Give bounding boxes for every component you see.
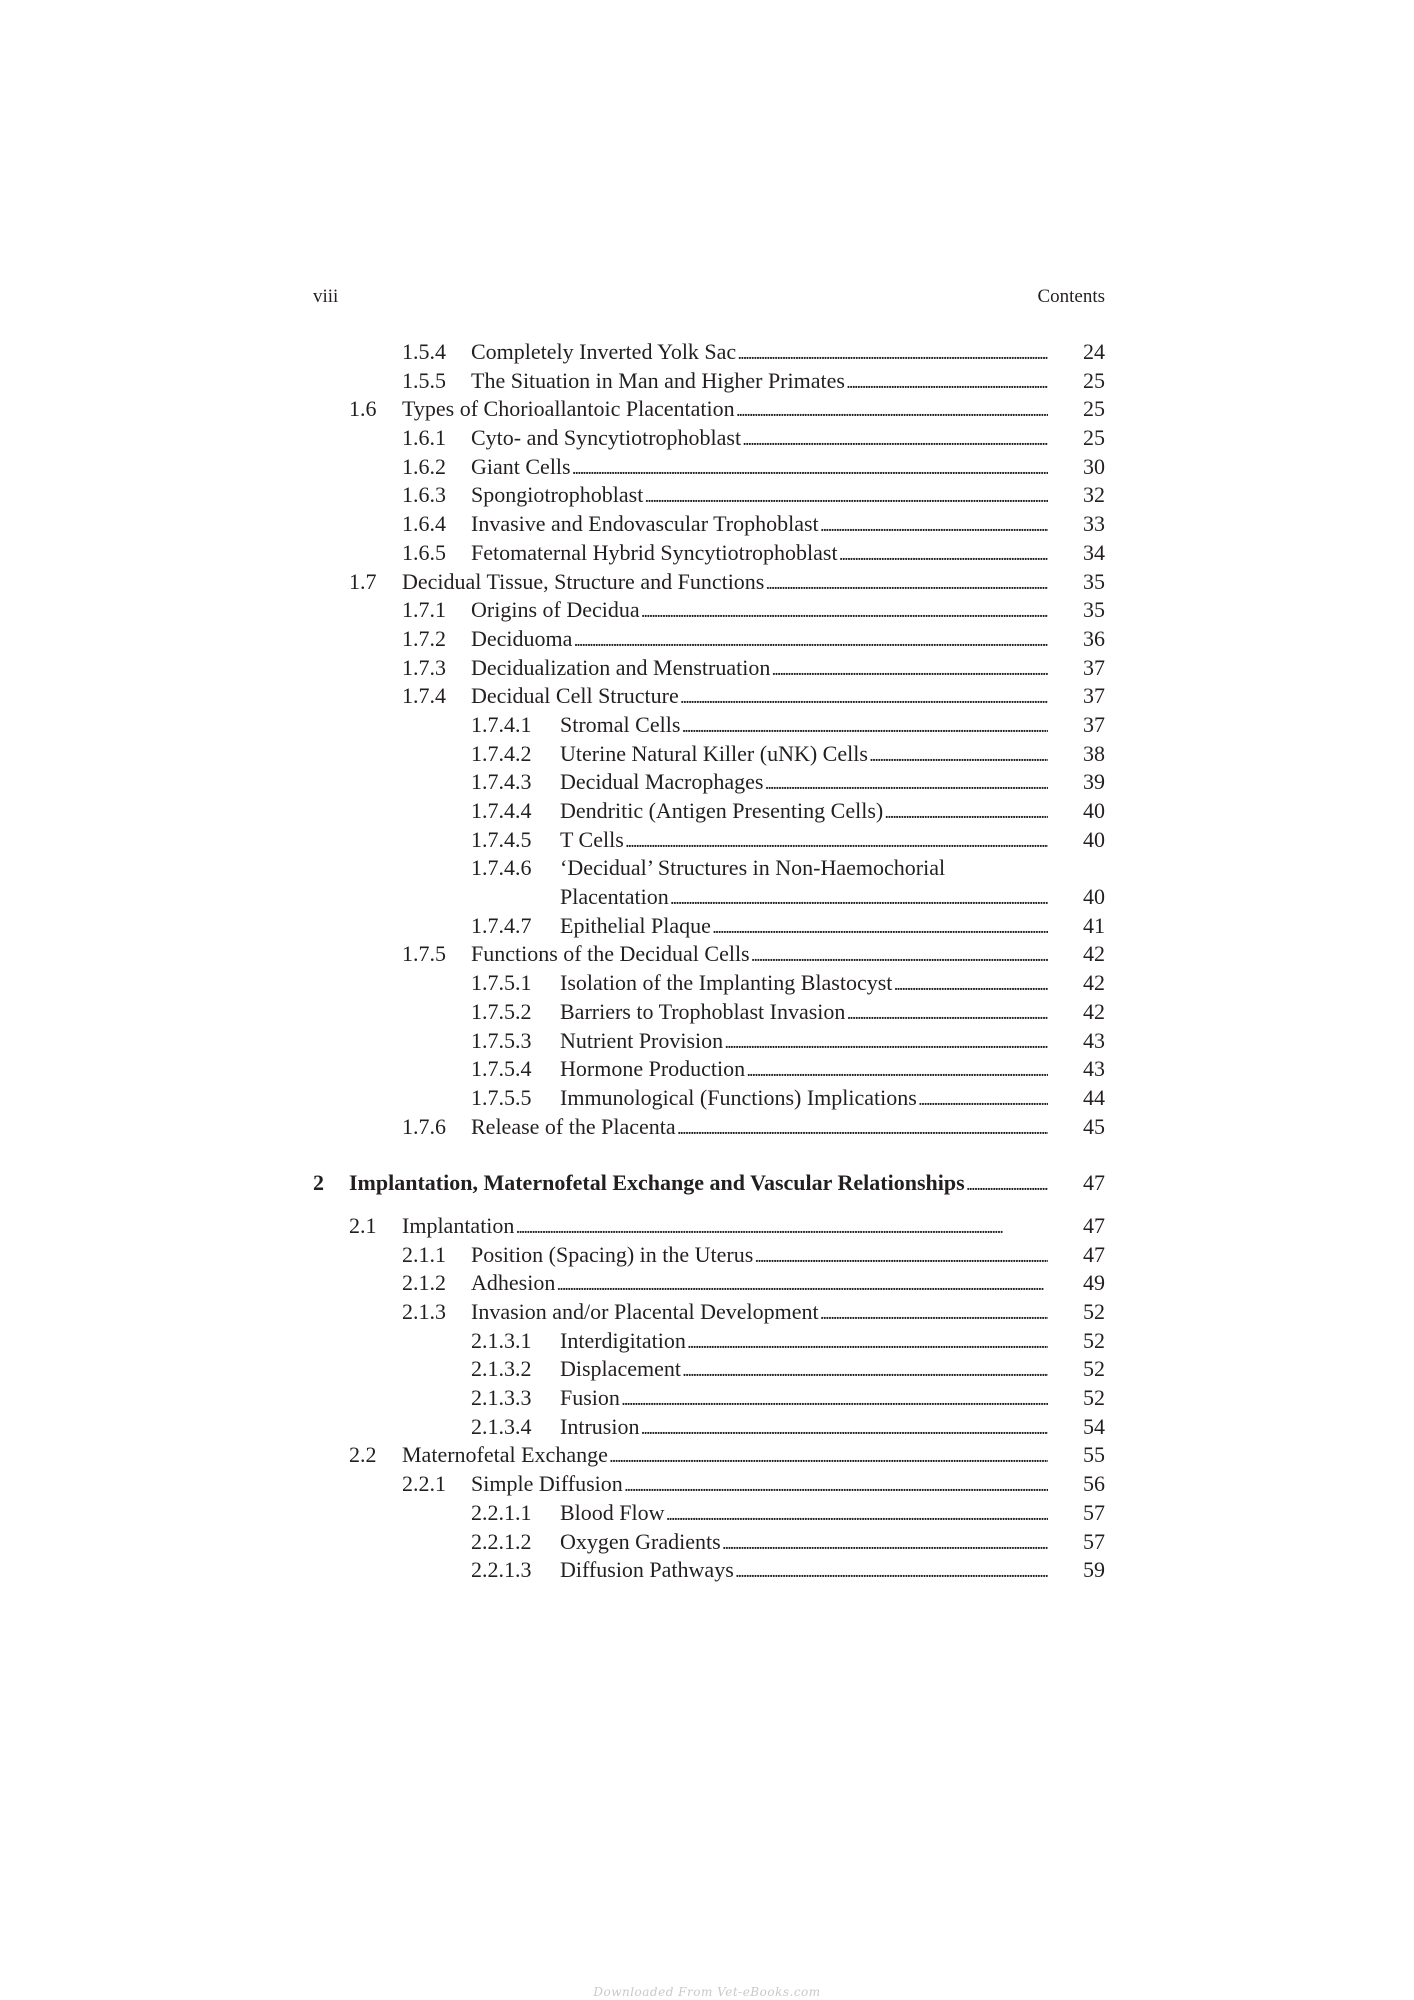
toc-entry[interactable] (313, 539, 1105, 568)
toc-entry-title: Spongiotrophoblast . . . (471, 481, 1048, 511)
toc-entry-page: 37 (1083, 654, 1105, 680)
toc-entry[interactable] (313, 1298, 1105, 1327)
toc-entry-page: 40 (1083, 826, 1105, 852)
toc-entry-number: 2.1.3.3 (471, 1385, 532, 1411)
toc-entry-number: 2.2.1.2 (471, 1528, 532, 1554)
toc-entry-page: 37 (1083, 683, 1105, 709)
toc-entry-number: 2.1.3 (402, 1299, 446, 1324)
toc-entry-page: 59 (1083, 1557, 1105, 1583)
toc-entry-number: 1.7.5.4 (471, 1056, 532, 1082)
toc-entry-page: 52 (1083, 1385, 1105, 1411)
toc-entry[interactable] (313, 883, 1105, 912)
toc-entry-title: Position (Spacing) in the Uterus . . . (471, 1241, 1048, 1271)
toc-entry-number: 1.7.5.3 (471, 1027, 532, 1053)
toc-entry[interactable] (313, 625, 1105, 654)
toc-entry[interactable] (313, 481, 1105, 510)
toc-entry-number: 1.7.4.3 (471, 769, 532, 795)
toc-entry[interactable] (313, 453, 1105, 482)
toc-entry-page: 47 (1083, 1212, 1105, 1238)
toc-entry-page: 30 (1083, 453, 1105, 479)
toc-entry[interactable] (313, 510, 1105, 539)
toc-entry[interactable] (313, 768, 1105, 797)
toc-entry[interactable] (313, 797, 1105, 826)
toc-entry[interactable] (313, 826, 1105, 855)
toc-entry-title: Fetomaternal Hybrid Syncytiotrophoblast . . . (471, 539, 1048, 569)
toc-entry-number: 1.5.4 (402, 339, 446, 364)
toc-entry-title: Uterine Natural Killer (uNK) Cells . . . (560, 740, 1048, 770)
toc-entry[interactable] (313, 1355, 1105, 1384)
toc-entry-page: 32 (1083, 482, 1105, 508)
toc-entry-page: 47 (1083, 1241, 1105, 1267)
toc-entry-number: 1.7.5.2 (471, 998, 532, 1024)
toc-entry[interactable] (313, 854, 1105, 883)
toc-entry-title: Nutrient Provision . . . (560, 1027, 1048, 1057)
toc-entry-page: 40 (1083, 884, 1105, 910)
toc-entry-number: 1.7.4.2 (471, 740, 532, 766)
toc-entry-page: 57 (1083, 1499, 1105, 1525)
toc-entry-page: 37 (1083, 711, 1105, 737)
toc-entry-title: Implantation, Maternofetal Exchange and Vascular Relationships . . . (349, 1169, 1048, 1199)
toc-entry-title: T Cells . . . (560, 826, 1048, 856)
toc-entry-page: 47 (1083, 1170, 1105, 1196)
toc-entry-number: 1.7.5.1 (471, 970, 532, 996)
toc-entry-page: 44 (1083, 1084, 1105, 1110)
toc-entry-number: 1.6.1 (402, 425, 446, 451)
toc-entry[interactable] (313, 998, 1105, 1027)
toc-entry-number: 1.7.5.5 (471, 1084, 532, 1110)
toc-entry[interactable] (313, 596, 1105, 625)
toc-entry-page: 56 (1083, 1471, 1105, 1497)
toc-entry[interactable] (313, 1441, 1105, 1470)
toc-entry-title: Decidual Tissue, Structure and Functions . . . (402, 568, 1048, 598)
toc-entry-page: 34 (1083, 539, 1105, 565)
toc-entry-page: 55 (1083, 1442, 1105, 1468)
running-title: Contents (1037, 286, 1105, 307)
toc-entry-title: Simple Diffusion . . . (471, 1470, 1048, 1500)
toc-entry[interactable] (313, 395, 1105, 424)
toc-entry-title: The Situation in Man and Higher Primates . . . (471, 367, 1048, 397)
toc-entry-number: 2.2.1.3 (471, 1557, 532, 1583)
toc-entry-number: 1.7.4.7 (471, 912, 532, 938)
toc-entry-number: 1.6 (349, 396, 377, 422)
toc-entry[interactable] (313, 1499, 1105, 1528)
toc-entry-title: Functions of the Decidual Cells . . . (471, 940, 1048, 970)
toc-entry-title: Origins of Decidua . . . (471, 596, 1048, 626)
toc-entry[interactable] (313, 1327, 1105, 1356)
toc-entry-page: 40 (1083, 798, 1105, 823)
toc-entry-page: 36 (1083, 625, 1105, 651)
toc-entry[interactable] (313, 940, 1105, 969)
toc-entry-title: Deciduoma . . . (471, 625, 1048, 655)
toc-entry-number: 1.7 (349, 568, 377, 594)
toc-entry-page: 25 (1083, 396, 1105, 422)
toc-entry-page: 42 (1083, 970, 1105, 996)
toc-entry-title: Diffusion Pathways . . . (560, 1556, 1048, 1586)
toc-entry[interactable] (313, 654, 1105, 683)
watermark: Downloaded From Vet-eBooks.com (593, 1985, 821, 1999)
toc-entry[interactable] (313, 367, 1105, 396)
toc-entry[interactable] (313, 711, 1105, 740)
toc-entry-page: 38 (1083, 740, 1105, 766)
toc-entry[interactable] (313, 1055, 1105, 1084)
toc-entry-title: Release of the Placenta . . . (471, 1113, 1048, 1143)
toc-entry-title: Interdigitation . . . (560, 1327, 1048, 1357)
toc-entry[interactable] (313, 1212, 1105, 1241)
toc-entry-number: 2.2 (349, 1442, 377, 1468)
toc-entry-title: Epithelial Plaque . . . (560, 912, 1048, 942)
toc-entry[interactable] (313, 1113, 1105, 1142)
toc-chapter-entry[interactable] (313, 1169, 1105, 1198)
toc-entry-number: 1.6.4 (402, 511, 446, 537)
toc-entry[interactable] (313, 1528, 1105, 1557)
toc-entry[interactable] (313, 1027, 1105, 1056)
page-number: viii (313, 286, 339, 307)
toc-entry-title: Invasion and/or Placental Development . . . (471, 1298, 1048, 1328)
toc-entry-number: 2.1.3.4 (471, 1413, 532, 1439)
toc-entry-page: 42 (1083, 941, 1105, 967)
toc-entry-page: 25 (1083, 367, 1105, 393)
toc-entry-number: 2.2.1.1 (471, 1499, 532, 1525)
toc-entry[interactable] (313, 1556, 1105, 1585)
toc-entry-number: 1.6.3 (402, 482, 446, 508)
toc-entry[interactable] (313, 1384, 1105, 1413)
toc-entry[interactable] (313, 1413, 1105, 1442)
toc-entry-number: 1.7.1 (402, 597, 446, 623)
toc-entry-title: Decidual Cell Structure . . . (471, 682, 1048, 712)
toc-entry-number: 1.7.3 (402, 654, 446, 680)
toc-entry-page: 35 (1083, 568, 1105, 594)
toc-entry-page: 25 (1083, 425, 1105, 451)
toc-entry[interactable] (313, 682, 1105, 711)
toc-entry-title: Dendritic (Antigen Presenting Cells) . . . (560, 797, 1048, 827)
toc-entry-number: 2.1.1 (402, 1241, 446, 1267)
table-of-contents (313, 338, 1105, 1585)
toc-entry-page: 43 (1083, 1056, 1105, 1082)
toc-entry-title: Cyto- and Syncytiotrophoblast . . . (471, 424, 1048, 454)
toc-entry-number: 2.1.2 (402, 1270, 446, 1296)
toc-entry-page: 52 (1083, 1356, 1105, 1382)
toc-entry-number: 1.7.4.4 (471, 798, 532, 823)
toc-entry[interactable] (313, 969, 1105, 998)
toc-entry[interactable] (313, 1084, 1105, 1113)
toc-entry-title: Stromal Cells . . . (560, 711, 1048, 741)
toc-entry[interactable] (313, 912, 1105, 941)
toc-entry-title: Implantation . . . (402, 1212, 1048, 1242)
toc-entry-title: Giant Cells . . . (471, 453, 1048, 483)
toc-entry-title: Oxygen Gradients . . . (560, 1528, 1048, 1558)
toc-entry-page: 52 (1083, 1299, 1105, 1324)
toc-entry-page: 52 (1083, 1327, 1105, 1353)
toc-entry-number: 2.1.3.2 (471, 1356, 532, 1382)
toc-entry[interactable] (313, 424, 1105, 453)
toc-entry-title: Intrusion . . . (560, 1413, 1048, 1443)
toc-entry-title: Decidualization and Menstruation . . . (471, 654, 1048, 684)
toc-entry-number: 1.7.6 (402, 1113, 446, 1139)
toc-entry-number: 1.6.2 (402, 453, 446, 479)
toc-entry-number: 2.1.3.1 (471, 1327, 532, 1353)
toc-entry[interactable] (313, 1470, 1105, 1499)
toc-entry-number: 2 (313, 1170, 324, 1196)
toc-entry-title: Types of Chorioallantoic Placentation . . . (402, 395, 1048, 425)
toc-entry-title: Immunological (Functions) Implications . . . (560, 1084, 1048, 1114)
toc-entry-title: Fusion . . . (560, 1384, 1048, 1414)
toc-entry[interactable] (313, 568, 1105, 597)
toc-entry-page: 54 (1083, 1413, 1105, 1439)
toc-entry-number: 1.7.4.5 (471, 826, 532, 852)
toc-entry-title: Adhesion . . . (471, 1269, 1048, 1299)
toc-entry-page: 43 (1083, 1027, 1105, 1053)
toc-entry-page: 39 (1083, 769, 1105, 795)
toc-entry-title: Barriers to Trophoblast Invasion . . . (560, 998, 1048, 1028)
toc-entry-number: 1.7.2 (402, 625, 446, 651)
toc-entry-page: 57 (1083, 1528, 1105, 1554)
toc-entry-page: 49 (1083, 1270, 1105, 1296)
toc-entry-title: Invasive and Endovascular Trophoblast . . . (471, 510, 1048, 540)
toc-entry-title: Maternofetal Exchange . . . (402, 1441, 1048, 1471)
toc-entry-number: 1.7.4.6 (471, 855, 532, 881)
toc-entry-number: 2.1 (349, 1212, 377, 1238)
toc-entry-title: ‘Decidual’ Structures in Non-Haemochorial (560, 855, 946, 881)
toc-entry-title: Placentation . . . (560, 883, 1048, 913)
toc-entry[interactable] (313, 740, 1105, 769)
toc-entry-page: 42 (1083, 998, 1105, 1024)
toc-entry-title: Decidual Macrophages . . . (560, 768, 1048, 798)
toc-entry-title: Completely Inverted Yolk Sac . . . (471, 338, 1048, 368)
toc-entry-number: 1.7.5 (402, 941, 446, 967)
toc-entry-page: 24 (1083, 339, 1105, 364)
toc-entry-number: 1.6.5 (402, 539, 446, 565)
toc-entry-title: Blood Flow . . . (560, 1499, 1048, 1529)
toc-entry-page: 41 (1083, 912, 1105, 938)
toc-entry-page: 45 (1083, 1113, 1105, 1139)
toc-entry-number: 1.5.5 (402, 367, 446, 393)
toc-entry-number: 1.7.4 (402, 683, 446, 709)
toc-entry-title: Displacement . . . (560, 1355, 1048, 1385)
toc-entry-title: Isolation of the Implanting Blastocyst . . . (560, 969, 1048, 999)
toc-entry-number: 1.7.4.1 (471, 711, 532, 737)
running-head (313, 286, 1105, 312)
toc-entry-title: Hormone Production . . . (560, 1055, 1048, 1085)
toc-entry-page: 33 (1083, 511, 1105, 537)
toc-entry-number: 2.2.1 (402, 1471, 446, 1497)
toc-entry[interactable] (313, 338, 1105, 367)
toc-entry-page: 35 (1083, 597, 1105, 623)
toc-entry[interactable] (313, 1241, 1105, 1270)
toc-entry[interactable] (313, 1269, 1105, 1298)
